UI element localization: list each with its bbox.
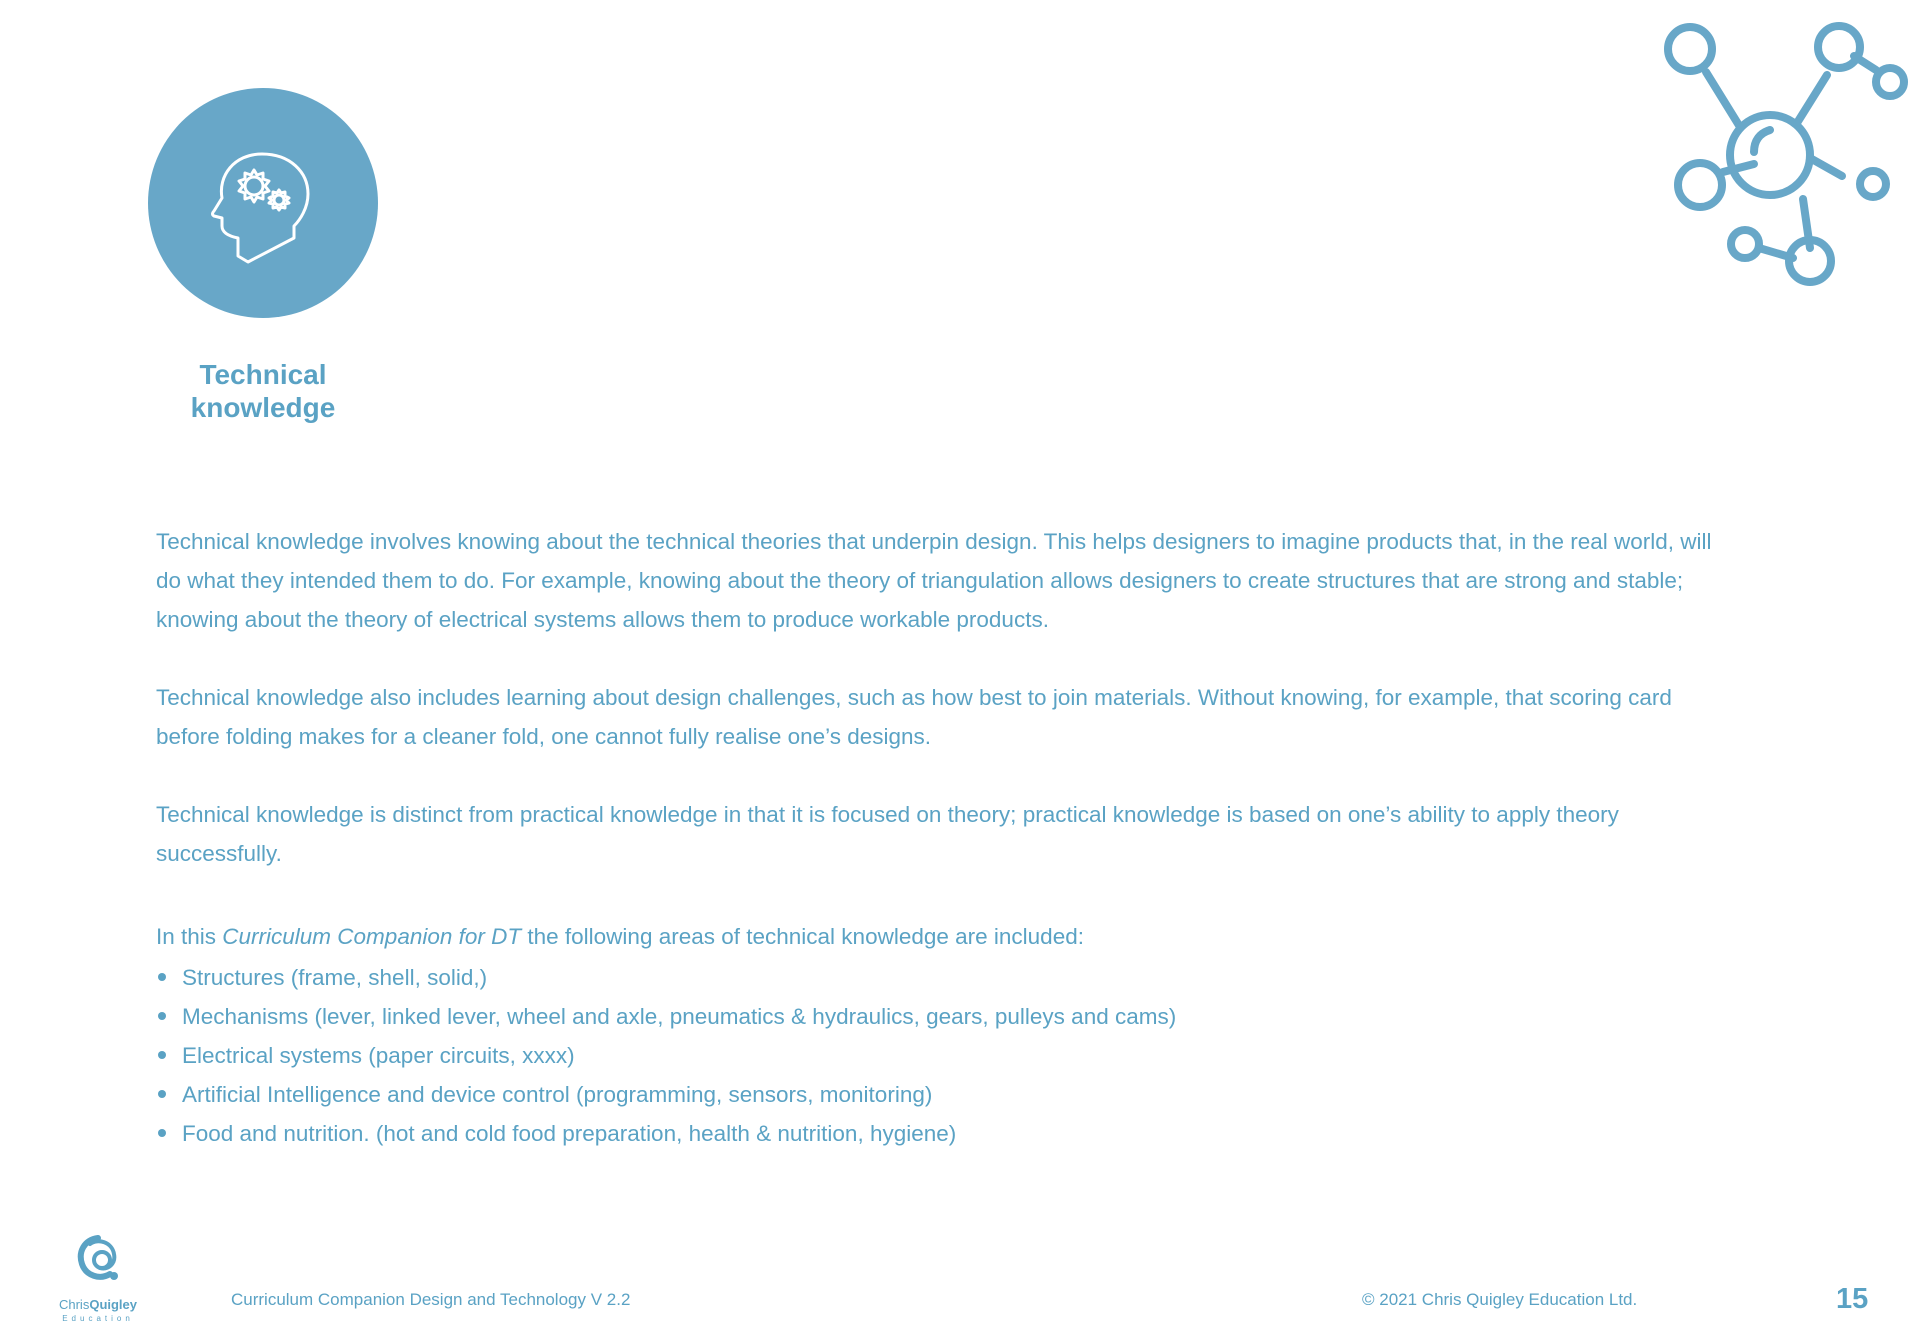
document-title: Curriculum Companion Design and Technology V 2.2 [231, 1290, 631, 1309]
logo-subtitle: Education [62, 1314, 134, 1323]
knowledge-areas-list [156, 958, 1716, 1153]
paragraph: Technical knowledge is distinct from practical knowledge in that it is focused on theory; practical knowledge is based on one’s ability to apply theory successfully. [156, 802, 1619, 866]
bullet-icon [158, 1129, 166, 1137]
section-title-line1: Technical [199, 359, 327, 390]
bullet-icon [158, 1051, 166, 1059]
list-item [156, 1114, 1716, 1153]
logo-wordmark [52, 1297, 144, 1312]
list-item-text: Mechanisms (lever, linked lever, wheel and axle, pneumatics & hydraulics, gears, pulleys and cams) [182, 1004, 1177, 1029]
paragraph: Technical knowledge involves knowing about the technical theories that underpin design. This helps designers to imagine products that, in the real world, will do what they intended them to do. For example, knowing about the theory of triangulation allows designers to create structures that are strong and stable; knowing about the theory of electrical systems allows them to produce workable products. [156, 529, 1712, 632]
list-item [156, 958, 1716, 997]
list-item-text: Artificial Intelligence and device control (programming, sensors, monitoring) [182, 1082, 933, 1107]
head-gears-badge [148, 88, 378, 318]
section-title [150, 358, 376, 424]
list-item [156, 997, 1716, 1036]
paragraph: Technical knowledge also includes learning about design challenges, such as how best to join materials. Without knowing, for example, that scoring card before folding makes for a cleaner fold, one cannot fully realise one’s designs. [156, 685, 1672, 749]
bullet-icon [158, 1090, 166, 1098]
publisher-logo [52, 1230, 144, 1323]
body-content [156, 522, 1716, 1153]
list-item [156, 1075, 1716, 1114]
copyright-notice: © 2021 Chris Quigley Education Ltd. [1362, 1290, 1638, 1309]
page-number: 15 [1836, 1283, 1869, 1315]
list-intro-title: Curriculum Companion for DT [222, 924, 522, 949]
list-intro [156, 917, 1716, 956]
bullet-icon [158, 1012, 166, 1020]
list-intro-after: the following areas of technical knowledge are included: [521, 924, 1084, 949]
logo-name-first: Chris [58, 1297, 90, 1312]
molecule-network-icon [1630, 12, 1920, 302]
swirl-logo-icon [68, 1230, 128, 1290]
logo-name-last: Quigley [89, 1297, 138, 1312]
list-item-text: Food and nutrition. (hot and cold food preparation, health & nutrition, hygiene) [182, 1121, 957, 1146]
list-item-text: Electrical systems (paper circuits, xxxx) [182, 1043, 575, 1068]
section-title-line2: knowledge [190, 392, 336, 423]
head-with-gears-icon [208, 146, 318, 266]
bullet-icon [158, 973, 166, 981]
list-item-text: Structures (frame, shell, solid,) [182, 965, 488, 990]
list-item [156, 1036, 1716, 1075]
list-intro-before: In this [156, 924, 223, 949]
